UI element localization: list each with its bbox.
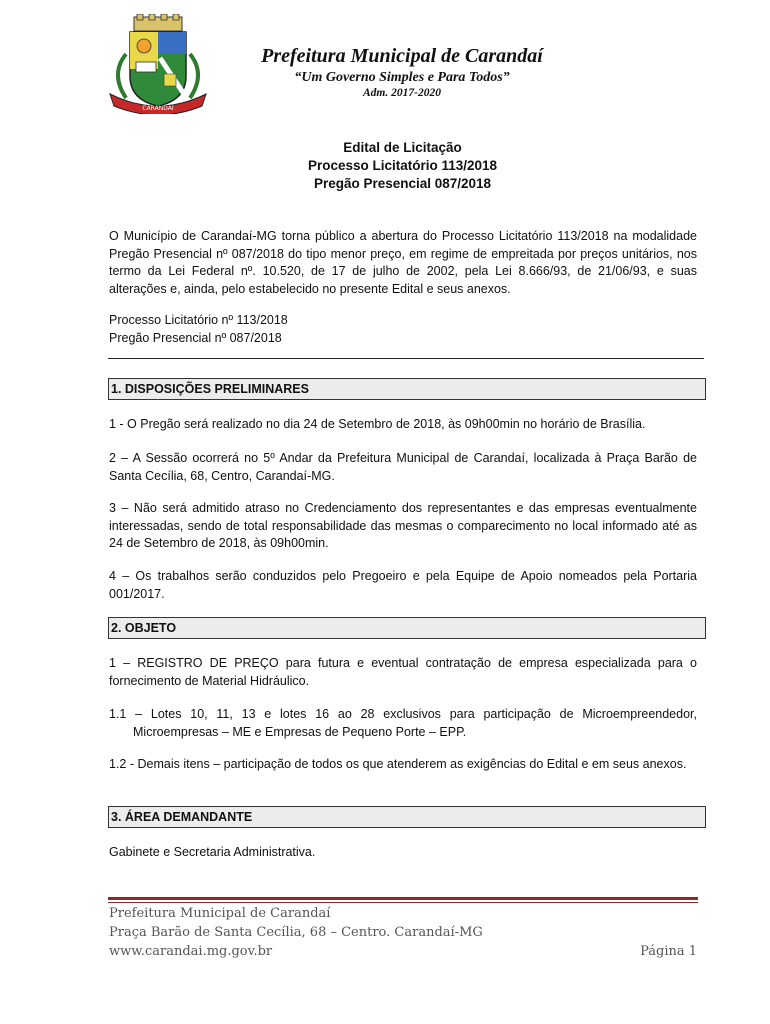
title-line-2: Processo Licitatório 113/2018	[307, 158, 498, 173]
section-1-item-1: 1 - O Pregão será realizado no dia 24 de Setembro de 2018, às 09h00min no horário de Brasília.	[109, 417, 646, 431]
pregao-reference: Pregão Presencial nº 087/2018	[109, 331, 282, 345]
administration-period: Adm. 2017-2020	[363, 87, 441, 99]
document-title	[200, 139, 605, 193]
section-1-item-2: 2 – A Sessão ocorrerá no 5º Andar da Prefeitura Municipal de Carandaí, localizada à Praça Barão de Santa Cecília, 68, Centro, Carandaí-MG.	[109, 451, 697, 483]
svg-text:CARANDAÍ: CARANDAÍ	[142, 105, 174, 112]
section-1-item-3: 3 – Não será admitido atraso no Credenciamento dos representantes e das empresas eventualmente interessadas, sendo de total responsabilidade das mesmas o comparecimento no local informado até as 24 de Setembro de 2018, às 09h00min.	[109, 501, 697, 550]
footer-address: Praça Barão de Santa Cecília, 68 – Centro. Carandaí-MG	[109, 925, 483, 940]
title-line-1: Edital de Licitação	[343, 140, 462, 155]
section-heading-disposicoes: 1. DISPOSIÇÕES PRELIMINARES	[108, 378, 706, 400]
footer-rule	[108, 897, 698, 900]
section-2-item-1: 1 – REGISTRO DE PREÇO para futura e eventual contratação de empresa especializada para o fornecimento de Material Hidráulico.	[109, 656, 697, 688]
slogan: “Um Governo Simples e Para Todos”	[294, 70, 510, 85]
page-footer	[109, 904, 697, 961]
footer-rule-thin	[108, 902, 698, 903]
section-2-item-1-2: 1.2 - Demais itens – participação de todos os que atenderem as exigências do Edital e em seus anexos.	[109, 757, 687, 771]
section-2-item-1-1: 1.1 – Lotes 10, 11, 13 e lotes 16 ao 28 exclusivos para participação de Microempreendedor, Microempresas – ME e Empresas de Pequeno Porte – EPP.	[109, 707, 697, 739]
municipality-title: Prefeitura Municipal de Carandaí	[261, 45, 543, 67]
title-line-3: Pregão Presencial 087/2018	[313, 176, 492, 191]
letterhead	[232, 44, 572, 100]
processo-reference: Processo Licitatório nº 113/2018	[109, 313, 288, 327]
section-heading-objeto: 2. OBJETO	[108, 617, 706, 639]
municipal-crest-logo	[104, 14, 212, 114]
footer-website[interactable]: www.carandai.mg.gov.br	[109, 944, 273, 959]
page-number: Página 1	[640, 944, 697, 959]
section-heading-area-demandante: 3. ÁREA DEMANDANTE	[108, 806, 706, 828]
section-3-item-1: Gabinete e Secretaria Administrativa.	[109, 845, 316, 859]
footer-municipality: Prefeitura Municipal de Carandaí	[109, 906, 331, 921]
section-1-item-4: 4 – Os trabalhos serão conduzidos pelo Pregoeiro e pela Equipe de Apoio nomeados pela Portaria 001/2017.	[109, 569, 697, 601]
separator-line	[108, 358, 704, 359]
intro-paragraph: O Município de Carandaí-MG torna público a abertura do Processo Licitatório 113/2018 na modalidade Pregão Presencial nº 087/2018 do tipo menor preço, em regime de empreitada por preços unitários, nos termo da Lei Federal nº. 10.520, de 17 de julho de 2002, pela Lei 8.666/93, de 21/06/93, e suas alterações e, ainda, pelo estabelecido no presente Edital e seus anexos.	[109, 229, 697, 296]
